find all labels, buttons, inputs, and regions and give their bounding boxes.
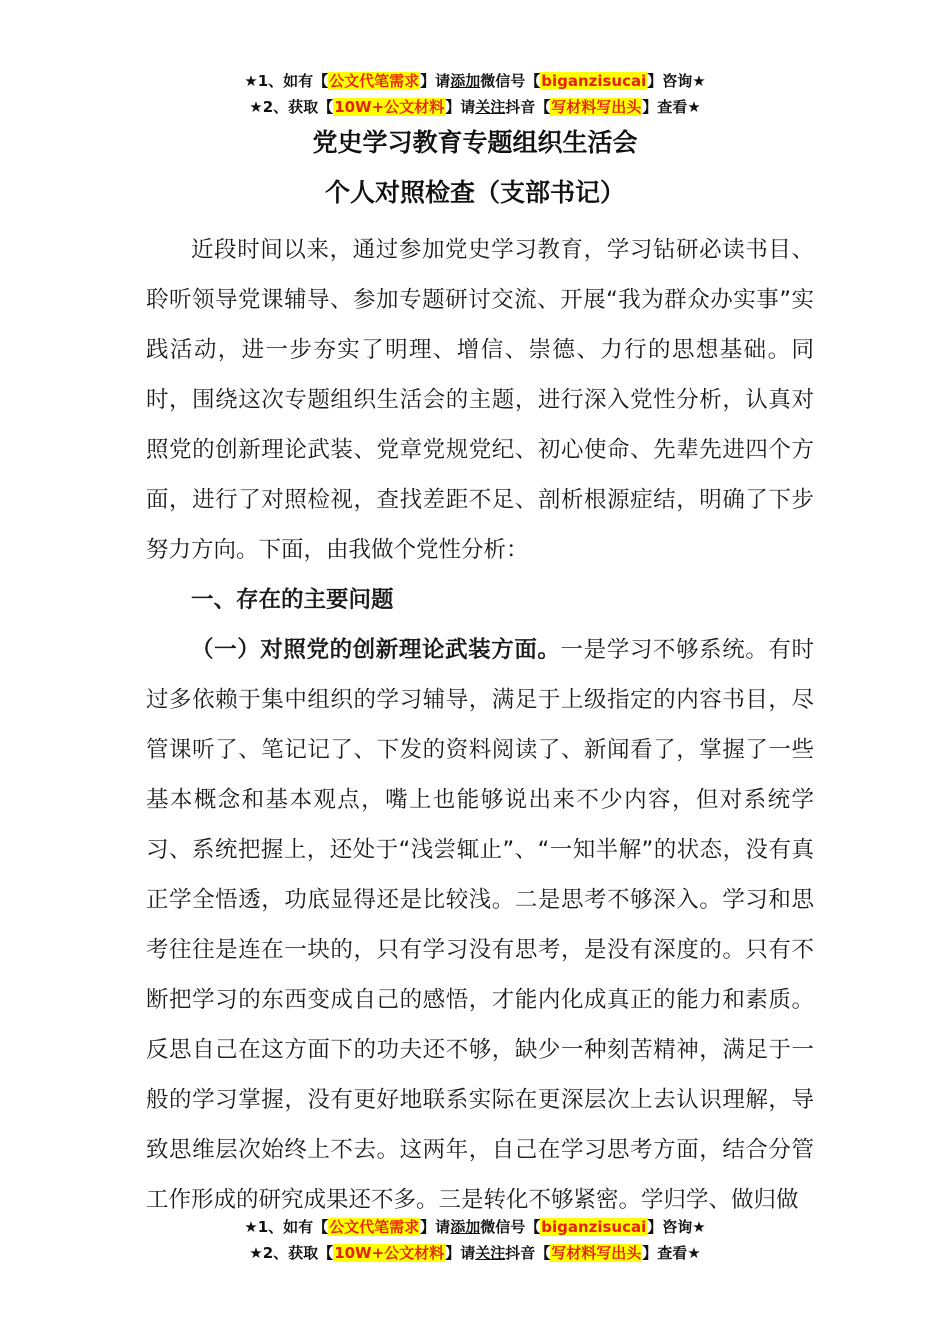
- promo-highlight: 公文代笔需求: [329, 1218, 420, 1236]
- document-title: 党史学习教育专题组织生活会: [312, 128, 638, 157]
- document-subtitle: 个人对照检查（支部书记）: [324, 178, 625, 207]
- subsection-body: 一是学习不够系统。有时过多依赖于集中组织的学习辅导，满足于上级指定的内容书目，尽管课听了、笔记记了、下发的资料阅读了、新闻看了，掌握了一些基本概念和基本观点，嘴上也能够说出来不少内容，但对系统学习、系统把握上，还处于“浅尝辄止”、“一知半解”的状态，没有真正学全悟透，功底显得还是比较浅。二是思考不够深入。学习和思考往往是连在一块的，只有学习没有思考，是没有深度的。只有不断把学习的东西变成自己的感悟，才能内化成真正的能力和素质。反思自己在这方面下的功夫还不够，缺少一种刻苦精神，满足于一般的学习掌握，没有更好地联系实际在更深层次上去认识理解，导致思维层次始终上不去。这两年，自己在学习思考方面，结合分管工作形成的研究成果还不多。三是转化不够紧密。学归学、做归做: [146, 637, 814, 1213]
- document-body: [146, 225, 814, 1225]
- promo-highlight: biganzisucai: [541, 72, 647, 90]
- subsection-heading: （一）对照党的创新理论武装方面。: [191, 637, 561, 663]
- promo-line-1: ★1、如有【公文代笔需求】请添加微信号【biganzisucai】咨询★: [244, 72, 706, 90]
- promo-highlight: biganzisucai: [541, 1218, 647, 1236]
- subsection-paragraph: [146, 625, 814, 1225]
- section-heading: 一、存在的主要问题: [191, 587, 394, 613]
- intro-paragraph: 近段时间以来，通过参加党史学习教育，学习钻研必读书目、聆听领导党课辅导、参加专题研讨交流、开展“我为群众办实事”实践活动，进一步夯实了明理、增信、崇德、力行的思想基础。同时，围绕这次专题组织生活会的主题，进行深入党性分析，认真对照党的创新理论武装、党章党规党纪、初心使命、先辈先进四个方面，进行了对照检视，查找差距不足、剖析根源症结，明确了下步努力方向。下面，由我做个党性分析：: [146, 237, 814, 563]
- promo-line-2: ★2、获取【10W+公文材料】请关注抖音【写材料写出头】查看★: [249, 98, 701, 116]
- promo-highlight: 公文代笔需求: [329, 72, 420, 90]
- promo-highlight: 写材料写出头: [551, 1244, 642, 1262]
- promo-highlight: 10W+公文材料: [334, 98, 445, 116]
- promo-highlight: 10W+公文材料: [334, 1244, 445, 1262]
- promo-highlight: 写材料写出头: [551, 98, 642, 116]
- promo-line-1: ★1、如有【公文代笔需求】请添加微信号【biganzisucai】咨询★: [244, 1218, 706, 1236]
- promo-line-2: ★2、获取【10W+公文材料】请关注抖音【写材料写出头】查看★: [249, 1244, 701, 1262]
- promo-banner-top: [0, 68, 950, 120]
- promo-banner-bottom: [0, 1214, 950, 1266]
